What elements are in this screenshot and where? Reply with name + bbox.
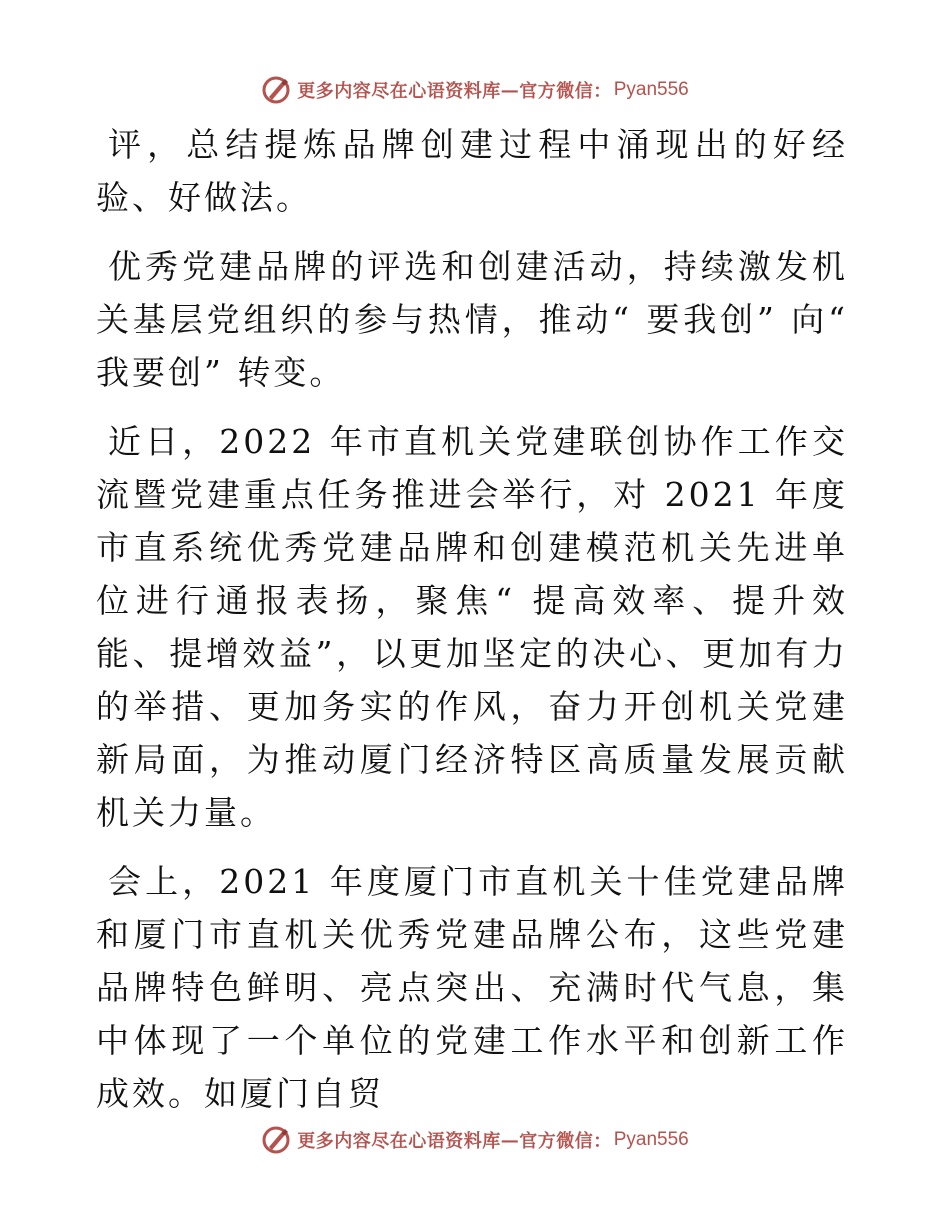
watermark-separator: — [500, 79, 520, 101]
watermark-site-text: 更多内容尽在心语资料库 [297, 1131, 501, 1152]
paragraph: 近日，2022 年市直机关党建联创协作工作交流暨党建重点任务推进会举行，对 2021 年度市直系统优秀党建品牌和创建模范机关先进单位进行通报表扬，聚焦“ 提高效率、提升效能、提增效益”，以更加坚定的决心、更加有力的举措、更加务实的作风，奋力开创机关党建新局面，为推动厦门经济特区高质量发展贡献机关力量。 [96, 422, 848, 832]
watermark-separator: — [500, 1129, 520, 1151]
document-body [96, 118, 848, 1136]
logo-icon [261, 1125, 291, 1155]
footer-watermark [0, 1120, 950, 1160]
watermark-site-text: 更多内容尽在心语资料库 [297, 81, 501, 102]
paragraph: 会上，2021 年度厦门市直机关十佳党建品牌和厦门市直机关优秀党建品牌公布，这些党建品牌特色鲜明、亮点突出、充满时代气息，集中体现了一个单位的党建工作水平和创新工作成效。如厦门自贸 [96, 862, 848, 1113]
header-watermark [0, 70, 950, 110]
watermark-label: 官方微信： [519, 81, 612, 102]
watermark-label: 官方微信： [519, 1131, 612, 1152]
watermark-handle: Pyan556 [613, 1129, 689, 1150]
watermark-handle: Pyan556 [613, 79, 689, 100]
paragraph: 优秀党建品牌的评选和创建活动，持续激发机关基层党组织的参与热情，推动“ 要我创” 向“ 我要创” 转变。 [96, 247, 848, 392]
paragraph: 评，总结提炼品牌创建过程中涌现出的好经验、好做法。 [96, 125, 848, 217]
logo-icon [261, 75, 291, 105]
